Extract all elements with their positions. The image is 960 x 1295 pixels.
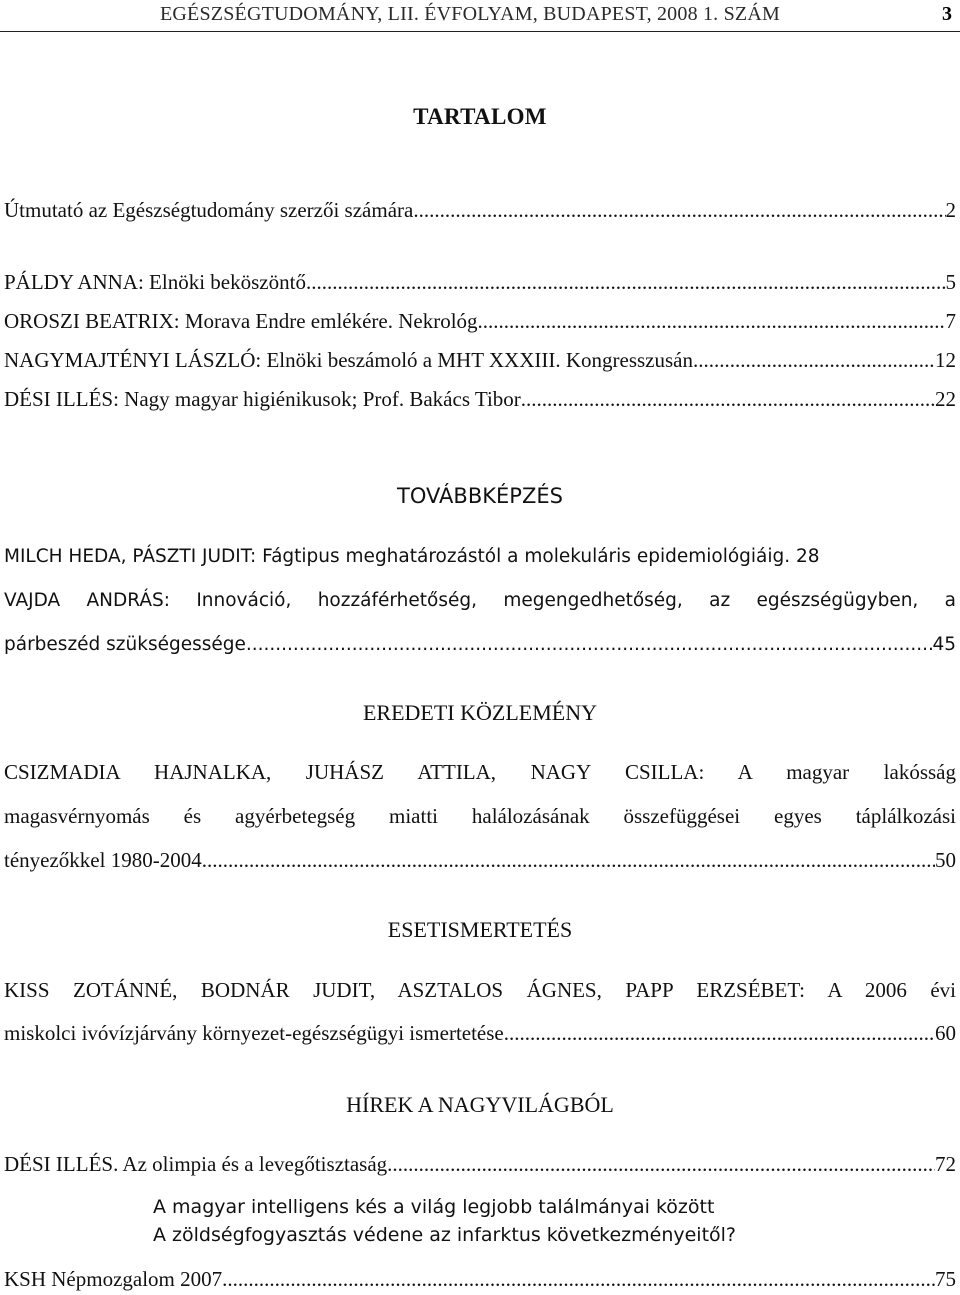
toc-entry-text: OROSZI BEATRIX: Morava Endre emlékére. Nekrológ [4,309,478,333]
toc-entry-csizmadia-line2[interactable]: magasvérnyomás és agyérbetegség miatti halálozásának összefüggései egyes táplálkozási [4,804,956,828]
toc-entry-text: MILCH HEDA, PÁSZTI JUDIT: Fágtipus meghatározástól a molekuláris epidemiológiáig. [4,546,791,567]
toc-entry-page: 7 [945,309,956,333]
toc-entry-text: NAGYMAJTÉNYI LÁSZLÓ: Elnöki beszámoló a MHT XXXIII. Kongresszusán [4,348,694,372]
toc-entry-text: PÁLDY ANNA: Elnöki beköszöntő [4,270,306,294]
toc-leader [478,307,946,335]
toc-leader [306,268,946,296]
toc-entry-page: 50 [935,848,956,872]
toc-leader [222,1265,935,1293]
toc-entry-csizmadia-line1[interactable]: CSIZMADIA HAJNALKA, JUHÁSZ ATTILA, NAGY CSILLA: A magyar lakósság [4,760,956,784]
toc-entry[interactable] [4,385,956,413]
toc-entry-ksh[interactable] [4,1265,956,1293]
section-heading-eredeti: EREDETI KÖZLEMÉNY [362,700,597,725]
page-title: TARTALOM [413,104,547,129]
running-title: EGÉSZSÉGTUDOMÁNY, LII. ÉVFOLYAM, BUDAPEST, 2008 1. SZÁM [160,3,780,25]
toc-subentry-kes[interactable]: A magyar intelligens kés a világ legjobb találmányai között [153,1196,715,1218]
toc-leader [387,1150,935,1178]
toc-leader [413,196,945,224]
section-heading-tovabbkepzes: TOVÁBBKÉPZÉS [397,484,563,508]
toc-entry-vajda-line1[interactable]: VAJDA ANDRÁS: Innováció, hozzáférhetőség, megengedhetőség, az egészségügyben, a [4,590,956,611]
toc-entry-text: DÉSI ILLÉS. Az olimpia és a levegőtisztaság [4,1152,388,1176]
toc-entry-page: 22 [935,387,956,411]
toc-entry-text: tényezőkkel 1980-2004 [4,848,202,872]
toc-entry-text: DÉSI ILLÉS: Nagy magyar higiénikusok; Prof. Bakács Tibor [4,387,521,411]
toc-entry-guide[interactable] [4,196,956,224]
toc-entry[interactable] [4,307,956,335]
toc-entry-desi-olimpia[interactable] [4,1150,956,1178]
section-heading-esetismertetes: ESETISMERTETÉS [387,917,573,942]
toc-leader [246,631,933,659]
toc-leader [693,346,935,374]
toc-entry-text: miskolci ivóvízjárvány környezet-egészségügyi ismertetése [4,1021,504,1045]
toc-entry-text: KSH Népmozgalom 2007 [4,1267,223,1291]
toc-entry-page: 75 [935,1267,956,1291]
toc-entry-page: 2 [945,198,956,222]
toc-leader [504,1019,935,1047]
toc-entry-page: 60 [935,1021,956,1045]
toc-entry-page: 28 [796,546,820,567]
toc-entry-page: 12 [935,348,956,372]
toc-subentry-zoldseg[interactable]: A zöldségfogyasztás védene az infarktus következményeitől? [153,1224,737,1246]
toc-entry-kiss-line1[interactable]: KISS ZOTÁNNÉ, BODNÁR JUDIT, ASZTALOS ÁGNES, PAPP ERZSÉBET: A 2006 évi [4,978,956,1002]
toc-entry-text: Útmutató az Egészségtudomány szerzői számára [4,198,414,222]
toc-entry-page: 5 [945,270,956,294]
toc-leader [202,846,935,874]
toc-entry[interactable] [4,346,956,374]
toc-entry-vajda-line2[interactable] [4,631,956,659]
toc-entry-page: 45 [932,634,956,655]
running-header [0,0,960,32]
toc-entry-page: 72 [935,1152,956,1176]
page-number: 3 [942,3,953,25]
toc-leader [521,385,935,413]
section-heading-hirek: HÍREK A NAGYVILÁGBÓL [346,1092,614,1117]
toc-entry[interactable] [4,268,956,296]
toc-entry-kiss-line2[interactable] [4,1019,956,1047]
toc-entry-milch[interactable] [4,543,956,571]
toc-entry-text: párbeszéd szükségessége [4,634,246,655]
toc-entry-csizmadia-line3[interactable] [4,846,956,874]
